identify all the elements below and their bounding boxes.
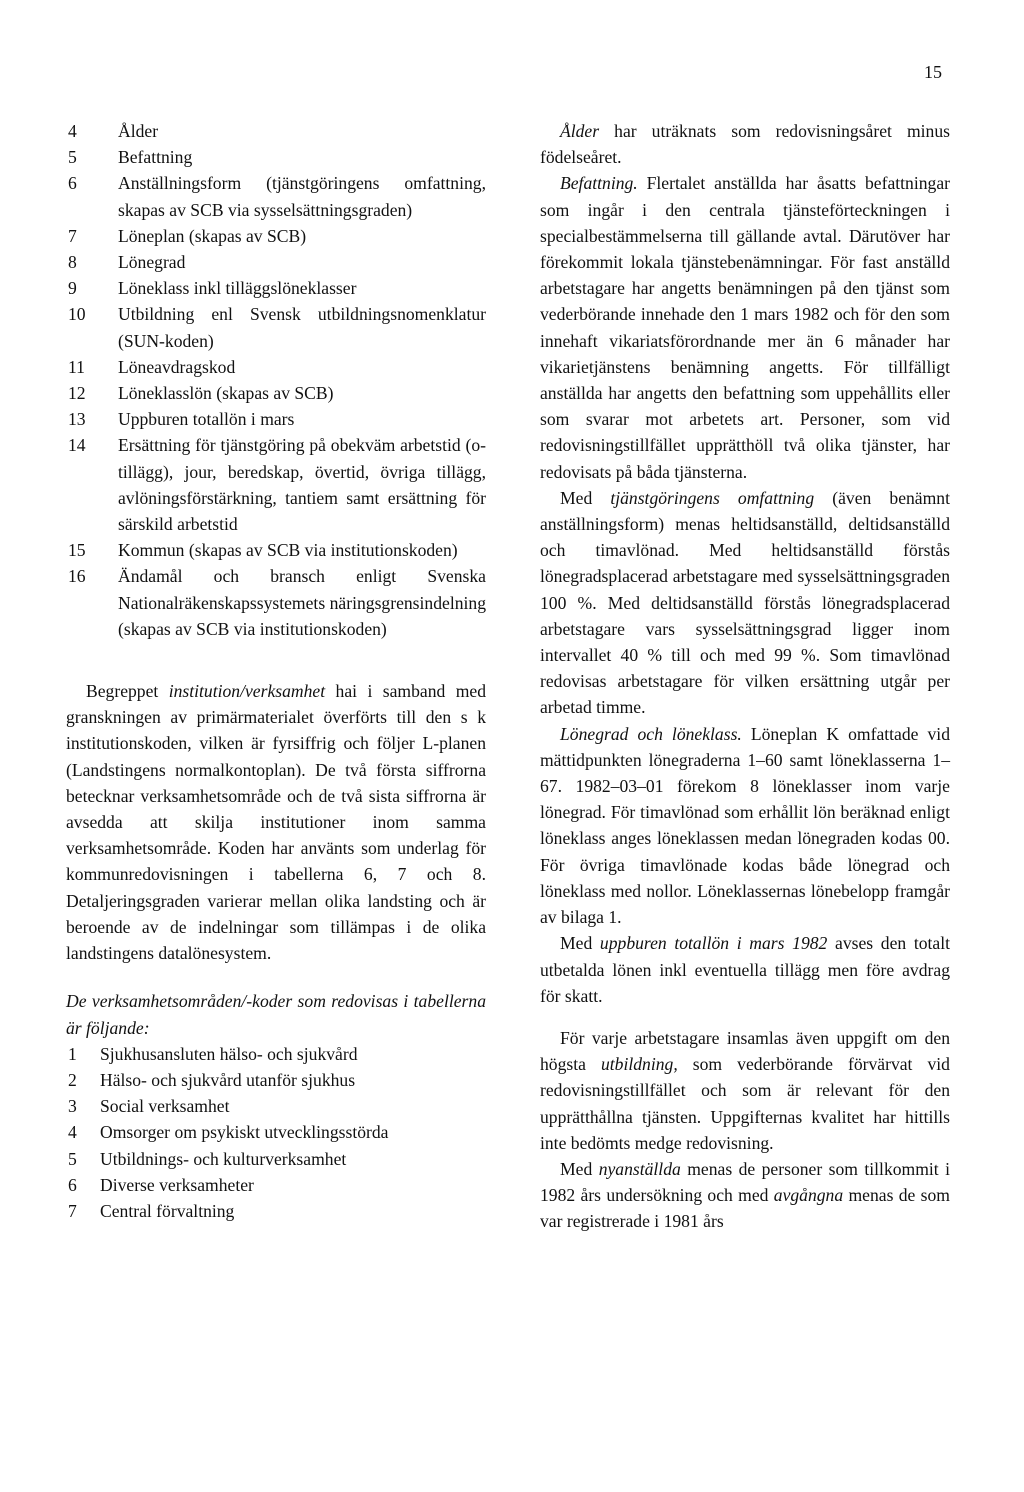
variable-item-text: Ålder [118, 121, 159, 141]
domain-item-text: Diverse verksamheter [100, 1174, 254, 1195]
domain-item-text: Sjukhusansluten hälso- och sjukvård [100, 1043, 358, 1064]
domain-code-list [66, 1041, 486, 1224]
variable-item [66, 275, 486, 301]
variable-item-number: 16 [68, 566, 86, 587]
variable-item [66, 223, 486, 249]
variable-item-number: 15 [68, 540, 86, 561]
variable-item [66, 563, 486, 642]
variable-item-number: 6 [68, 173, 77, 194]
variable-item-text: Befattning [118, 147, 193, 168]
paragraph-befattning: Befattning. Flertalet anställda har åsatts befattningar som ingår i den centrala tjänsteförteckningen i specialbestämmelserna till gällande avtal. Därutöver har förekommit lokala tjänstebenämningar. För fast anställd arbetstagare har angetts benämningen på den tjänst som vederbörande innehade den 1 mars 1982 och för den som innehaft vikariatsförordnande mer än 6 månader har vikarietjänstens benämning angetts. För tillfälligt anställda har angetts den befattning som uppehållits eller som svarar mot arbetets art. Personer, som vid redovisningstillfället upprätthöll två olika tjänster, har redovisats på båda tjänsterna. [540, 173, 950, 482]
domain-item-number: 2 [68, 1069, 77, 1090]
variable-item-text: Ändamål och bransch enligt Svenska Nationalräkenskapssystemets näringsgrensindelning (skapas av SCB via institutionskoden) [118, 566, 486, 639]
variable-item-text: Löneklasslön (skapas av SCB) [118, 383, 334, 404]
variable-item [66, 354, 486, 380]
domain-item-number: 6 [68, 1174, 77, 1195]
variable-item-number: 7 [68, 225, 77, 246]
variable-item-text: Löneplan (skapas av SCB) [118, 225, 307, 246]
domain-item-text: Omsorger om psykiskt utvecklingsstörda [100, 1122, 389, 1143]
domain-item [66, 1146, 486, 1172]
left-column [66, 118, 486, 1224]
variable-item-text: Ersättning för tjänstgöring på obekväm arbetstid (o-tillägg), jour, beredskap, övertid, övriga tillägg, avlöningsförstärkning, tantiem samt ersättning för särskild arbetstid [118, 435, 486, 535]
variable-item [66, 537, 486, 563]
variable-item-number: 9 [68, 278, 77, 299]
variable-item-number: 13 [68, 409, 86, 430]
variable-item-text: Utbildning enl Svensk utbildningsnomenklatur (SUN-koden) [118, 304, 486, 351]
variable-list [66, 118, 486, 642]
domain-item-text: Hälso- och sjukvård utanför sjukhus [100, 1069, 356, 1090]
domain-item-text: Utbildnings- och kulturverksamhet [100, 1148, 347, 1169]
paragraph-utbildning: För varje arbetstagare insamlas även uppgift om den högsta utbildning, som vederbörande förvärvat vid redovisningstillfället och som är relevant för den upprätthållna tjänsten. Uppgifternas kvalitet har hittills inte bedömts medge redovisning. [540, 1027, 950, 1153]
domain-item [66, 1198, 486, 1224]
variable-item-number: 10 [68, 304, 86, 325]
variable-item-number: 5 [68, 147, 77, 168]
domain-item [66, 1119, 486, 1145]
right-column [540, 118, 950, 1235]
domain-item-text: Central förvaltning [100, 1200, 235, 1221]
variable-item-text: Kommun (skapas av SCB via institutionskoden) [118, 540, 458, 561]
variable-item [66, 432, 486, 537]
domain-item [66, 1172, 486, 1198]
page-number: 15 [924, 62, 942, 82]
paragraph-omfattning: Med tjänstgöringens omfattning (även benämnt anställningsform) menas heltidsanställd, deltidsanställd och timavlönad. Med heltidsanställd förstås lönegradsplacerad arbetstagare med sysselsättningsgraden 100 %. Med deltidsanställd förstås lönegradsplacerad arbetstagare vars sysselsättningsgrad ligger inom intervallet 40 % till och med 99 %. Som timavlönad redovisas arbetstagare för vilken ersättning utgår per arbetad timme. [540, 487, 950, 718]
variable-item [66, 118, 486, 144]
variable-item-text: Lönegrad [118, 252, 186, 273]
domains-heading: De verksamhetsområden/-koder som redovisas i tabellerna är följande: [66, 991, 486, 1038]
domain-item-number: 5 [68, 1148, 77, 1169]
spacer [540, 1009, 950, 1025]
variable-item-number: 14 [68, 435, 86, 456]
domain-item-number: 3 [68, 1096, 77, 1117]
variable-item [66, 144, 486, 170]
variable-item-number: 4 [68, 121, 77, 141]
variable-item [66, 170, 486, 222]
variable-item-text: Anställningsform (tjänstgöringens omfattning, skapas av SCB via sysselsättningsgraden) [118, 173, 486, 220]
variable-item [66, 249, 486, 275]
domain-item-number: 7 [68, 1200, 77, 1221]
variable-item-number: 12 [68, 383, 86, 404]
domain-item-number: 4 [68, 1122, 77, 1143]
variable-item [66, 301, 486, 353]
variable-item-number: 8 [68, 252, 77, 273]
spacer [66, 642, 486, 678]
paragraph-alder: Ålder har uträknats som redovisningsåret minus födelseåret. [540, 121, 950, 168]
institution-paragraph: Begreppet institution/verksamhet hai i samband med granskningen av primärmaterialet överförts till den s k institutionskoden, vilken är fyrsiffrig och följer L-planen (Landstingens normalkontoplan). De två första siffrorna betecknar verksamhetsområde och de två sista siffrorna är avsedda att skilja institutioner inom samma verksamhetsområde. Koden har använts som underlag för kommunredovisningen i tabellerna 6, 7 och 8. Detaljeringsgraden varierar mellan olika landsting och är beroende av de indelningar som tillämpas i de olika landstingens datalönesystem. [66, 681, 487, 964]
variable-item-text: Löneklass inkl tilläggslöneklasser [118, 278, 357, 299]
domain-item [66, 1093, 486, 1119]
variable-item-number: 11 [68, 356, 85, 377]
variable-item [66, 380, 486, 406]
paragraph-nyanstallda: Med nyanställda menas de personer som tillkommit i 1982 års undersökning och med avgångna menas de som var registrerade i 1981 års [540, 1158, 950, 1232]
paragraph-lonegrad: Lönegrad och löneklass. Löneplan K omfattade vid mättidpunkten lönegraderna 1–60 samt löneklasserna 1–67. 1982–03–01 förekom 8 löneklasser inom varje lönegrad. För timavlönad som erhållit lön beräknad enligt löneklass anges löneklassen medan lönegraden kodas 00. För övriga timavlönade kodas både lönegrad och löneklass med nollor. Löneklassernas lönebelopp framgår av bilaga 1. [540, 723, 950, 928]
domain-item [66, 1067, 486, 1093]
variable-item-text: Uppburen totallön i mars [118, 409, 295, 430]
domain-item [66, 1041, 486, 1067]
paragraph-totallon: Med uppburen totallön i mars 1982 avses den totalt utbetalda lönen inkl eventuella tillägg men före avdrag för skatt. [540, 933, 951, 1006]
domain-item-number: 1 [68, 1043, 77, 1064]
domain-item-text: Social verksamhet [100, 1096, 230, 1117]
variable-item [66, 406, 486, 432]
variable-item-text: Löneavdragskod [118, 356, 236, 377]
